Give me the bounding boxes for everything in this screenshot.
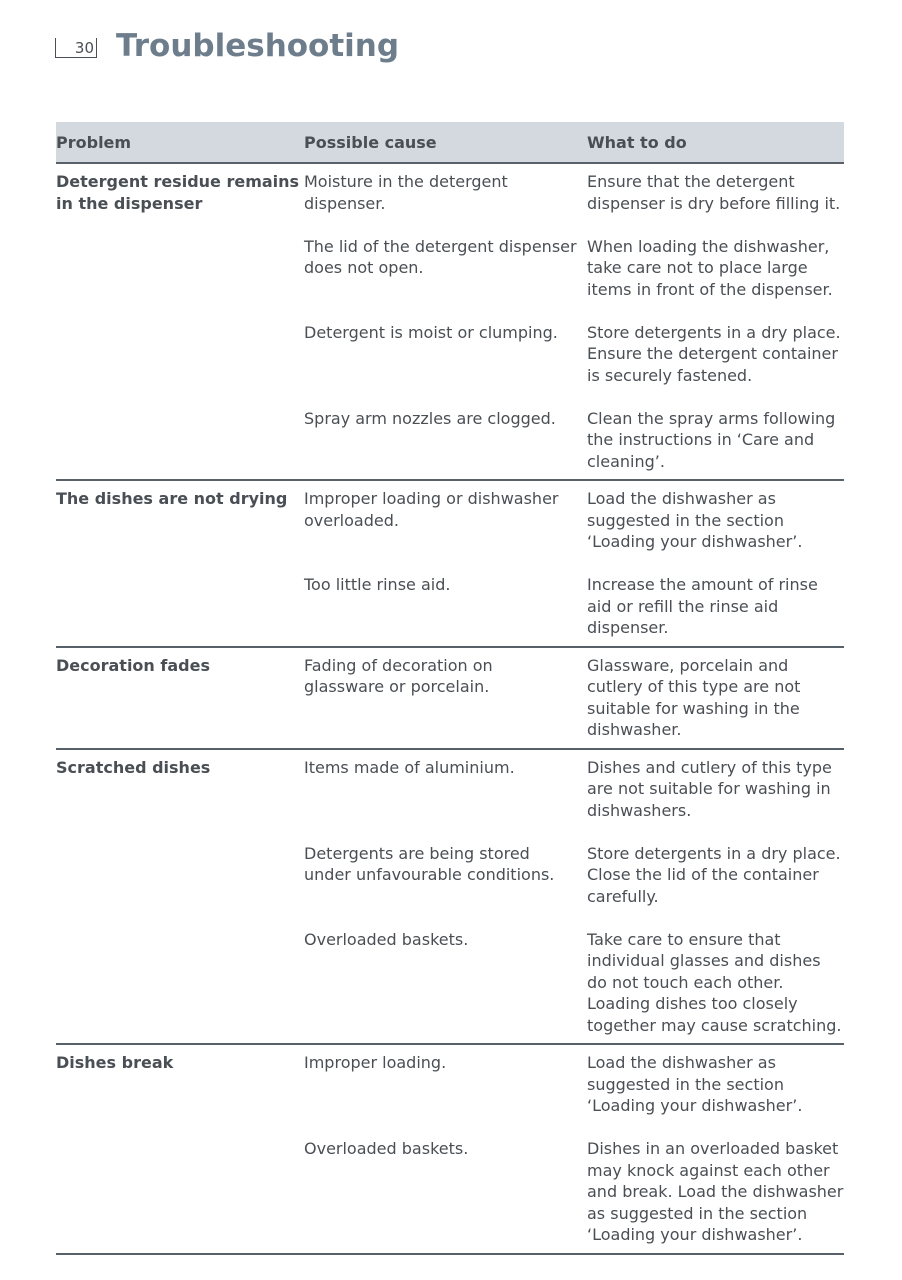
action-text: Increase the amount of rinse aid or refill the rinse aid dispenser. [587, 575, 818, 637]
cause-row [304, 1052, 844, 1117]
problem-group [56, 750, 844, 1046]
troubleshooting-table [56, 122, 844, 1255]
action-text: Dishes in an overloaded basket may knock against each other and break. Load the dishwasher as suggested in the section ‘Loading your dishwasher’. [587, 1139, 844, 1244]
cause-text: Too little rinse aid. [304, 575, 451, 594]
action-text: When loading the dishwasher, take care not to place large items in front of the dispenser. [587, 236, 833, 299]
table-header [56, 122, 844, 164]
problem-group [56, 648, 844, 750]
problem-label: Dishes break [56, 1053, 174, 1072]
cause-text: Fading of decoration on glassware or porcelain. [304, 655, 493, 696]
cause-text: Improper loading or dishwasher overloaded. [304, 489, 559, 530]
action-text: Store detergents in a dry place. Ensure the detergent container is securely fastened. [587, 322, 841, 385]
action-text: Load the dishwasher as suggested in the section ‘Loading your dishwasher’. [587, 489, 803, 551]
cause-row [304, 655, 844, 741]
problem-group [56, 481, 844, 648]
page-number: 30 [55, 38, 97, 58]
cause-row [304, 843, 844, 908]
cause-row [304, 1138, 844, 1246]
cause-text: Detergent is moist or clumping. [304, 322, 558, 342]
action-text: Dishes and cutlery of this type are not suitable for washing in dishwashers. [587, 757, 832, 820]
header-problem: Problem [56, 132, 132, 152]
cause-row [304, 408, 844, 473]
problem-group [56, 1045, 844, 1255]
problem-group [56, 164, 844, 481]
cause-row [304, 929, 844, 1037]
header-what-to-do: What to do [587, 132, 687, 152]
cause-text: Spray arm nozzles are clogged. [304, 408, 556, 428]
action-text: Take care to ensure that individual glasses and dishes do not touch each other. Loading dishes too closely together may cause scratching. [587, 929, 842, 1035]
page-title: Troubleshooting [116, 28, 400, 64]
action-text: Clean the spray arms following the instructions in ‘Care and cleaning’. [587, 408, 836, 471]
action-text: Glassware, porcelain and cutlery of this type are not suitable for washing in the dishwasher. [587, 655, 801, 739]
action-text: Load the dishwasher as suggested in the section ‘Loading your dishwasher’. [587, 1053, 803, 1115]
cause-row [304, 574, 844, 639]
cause-text: Moisture in the detergent dispenser. [304, 172, 508, 213]
header-possible-cause: Possible cause [304, 132, 437, 152]
cause-text: Items made of aluminium. [304, 757, 515, 777]
problem-label: Decoration fades [56, 655, 210, 675]
cause-text: The lid of the detergent dispenser does not open. [304, 236, 577, 277]
cause-row [304, 171, 844, 214]
action-text: Store detergents in a dry place. Close the lid of the container carefully. [587, 843, 841, 906]
problem-label: Detergent residue remains in the dispenser [56, 172, 300, 213]
cause-text: Detergents are being stored under unfavourable conditions. [304, 843, 555, 884]
action-text: Ensure that the detergent dispenser is dry before filling it. [587, 172, 841, 213]
cause-row [304, 236, 844, 301]
problem-label: Scratched dishes [56, 757, 211, 777]
cause-text: Overloaded baskets. [304, 929, 469, 949]
cause-row [304, 322, 844, 387]
cause-text: Improper loading. [304, 1053, 447, 1072]
cause-row [304, 757, 844, 822]
cause-text: Overloaded baskets. [304, 1139, 469, 1158]
problem-label: The dishes are not drying [56, 489, 288, 508]
cause-row [304, 488, 844, 553]
